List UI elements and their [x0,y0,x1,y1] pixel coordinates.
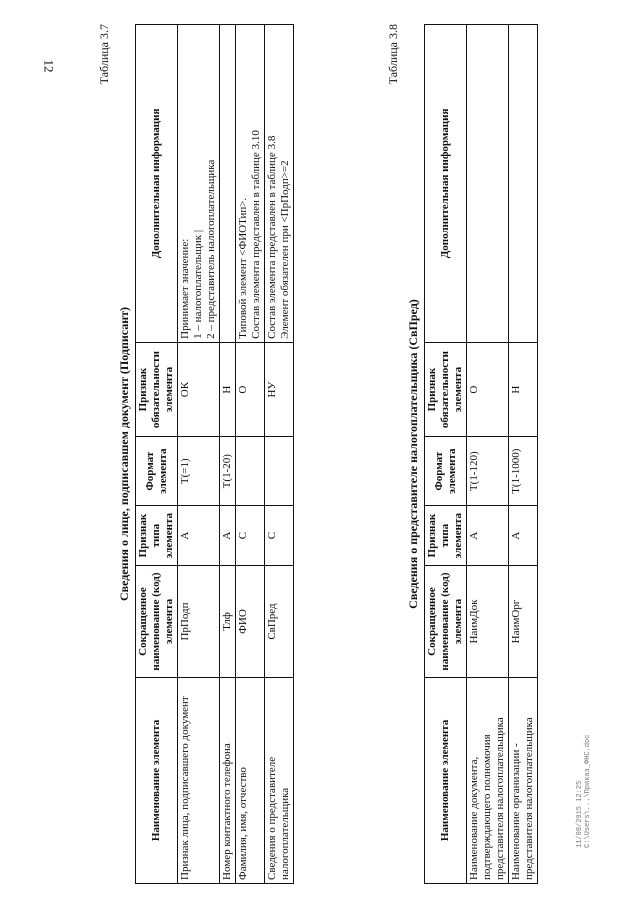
element-required-cell: НУ [265,342,294,436]
page-number: 12 [41,59,57,73]
table-row [265,25,294,884]
element-type-cell: С [236,506,265,566]
header-cell: Наименование элемента [425,677,467,883]
additional-info-cell [467,25,509,343]
table-3-7-block [97,24,294,884]
element-format-cell [236,437,265,506]
header-cell: Сокращенное наименование (код) элемента [425,566,467,678]
table-3-7-title: Сведения о лице, подписавшем документ (Подписант) [117,306,131,602]
element-format-cell: Т(1-20) [220,437,236,506]
rotated-page-content [1,0,640,905]
element-required-cell: Н [220,342,236,436]
element-type-cell: А [220,506,236,566]
element-name-cell: Наименование организации - представителя налогоплательщика [509,677,538,883]
element-required-cell: О [236,342,265,436]
element-required-cell: Н [509,342,538,436]
element-format-cell [265,437,294,506]
element-type-cell: А [509,506,538,566]
element-format-cell: Т(1-120) [467,437,509,506]
element-name-cell: Наименование документа, подтверждающего полномочия представителя налогоплательщика [467,677,509,883]
element-type-cell: С [265,506,294,566]
additional-info-cell [509,25,538,343]
element-name-cell: Номер контактного телефона [220,677,236,883]
element-code-cell: Тлф [220,566,236,678]
table-row [467,25,509,884]
additional-info-cell [236,25,265,343]
additional-info-cell [265,25,294,343]
header-cell: Формат элемента [425,437,467,506]
table-3-8 [424,24,538,884]
header-cell: Признак типа элемента [425,506,467,566]
table-3-7 [135,24,294,884]
header-cell: Дополнительная информация [136,25,178,343]
header-cell: Признак обязательности элемента [425,342,467,436]
table-3-8-body [467,25,538,884]
header-cell: Дополнительная информация [425,25,467,343]
table-row [509,25,538,884]
info-line: Принимает значение: [179,238,191,339]
info-line: Элемент обязателен при <ПрПодп>=2 [279,160,291,339]
element-name-cell: Признак лица, подписавшего документ [178,677,220,883]
element-code-cell: СвПред [265,566,294,678]
info-line: Типовой элемент <ФИОТип>. [237,197,249,339]
element-format-cell: Т(=1) [178,437,220,506]
element-code-cell: НаимОрг [509,566,538,678]
table-3-7-caption: Таблица 3.7 [97,24,111,85]
info-line: 1 – налогоплательщик | [192,229,204,339]
element-name-cell: Сведения о представителе налогоплательщика [265,677,294,883]
element-required-cell: О [467,342,509,436]
header-cell: Наименование элемента [136,677,178,883]
table-3-8-title: Сведения о представителе налогоплательщика (СвПред) [406,299,420,609]
info-line: 2 – представитель налогоплательщика [205,159,217,339]
table-row [236,25,265,884]
info-line: Состав элемента представлен в таблице 3.10 [250,130,262,339]
element-code-cell: ПрПодп [178,566,220,678]
header-cell: Сокращенное наименование (код) элемента [136,566,178,678]
info-line: Состав элемента представлен в таблице 3.8 [266,135,278,339]
additional-info-cell [178,25,220,343]
header-cell: Признак обязательности элемента [136,342,178,436]
element-type-cell: А [178,506,220,566]
element-type-cell: А [467,506,509,566]
footer-file-path: 11/09/2015 12:25 C:\Users\...\Приказ_ФНС.doc [576,734,592,848]
element-name-cell: Фамилия, имя, отчество [236,677,265,883]
element-code-cell: НаимДок [467,566,509,678]
header-cell: Признак типа элемента [136,506,178,566]
table-3-8-caption: Таблица 3.8 [386,24,400,85]
additional-info-cell [220,25,236,343]
table-row [220,25,236,884]
header-cell: Формат элемента [136,437,178,506]
element-required-cell: ОК [178,342,220,436]
element-format-cell: Т(1-1000) [509,437,538,506]
table-header-row [136,25,178,884]
element-code-cell: ФИО [236,566,265,678]
table-header-row [425,25,467,884]
table-3-8-block [386,24,538,884]
table-3-7-body [178,25,294,884]
table-row [178,25,220,884]
